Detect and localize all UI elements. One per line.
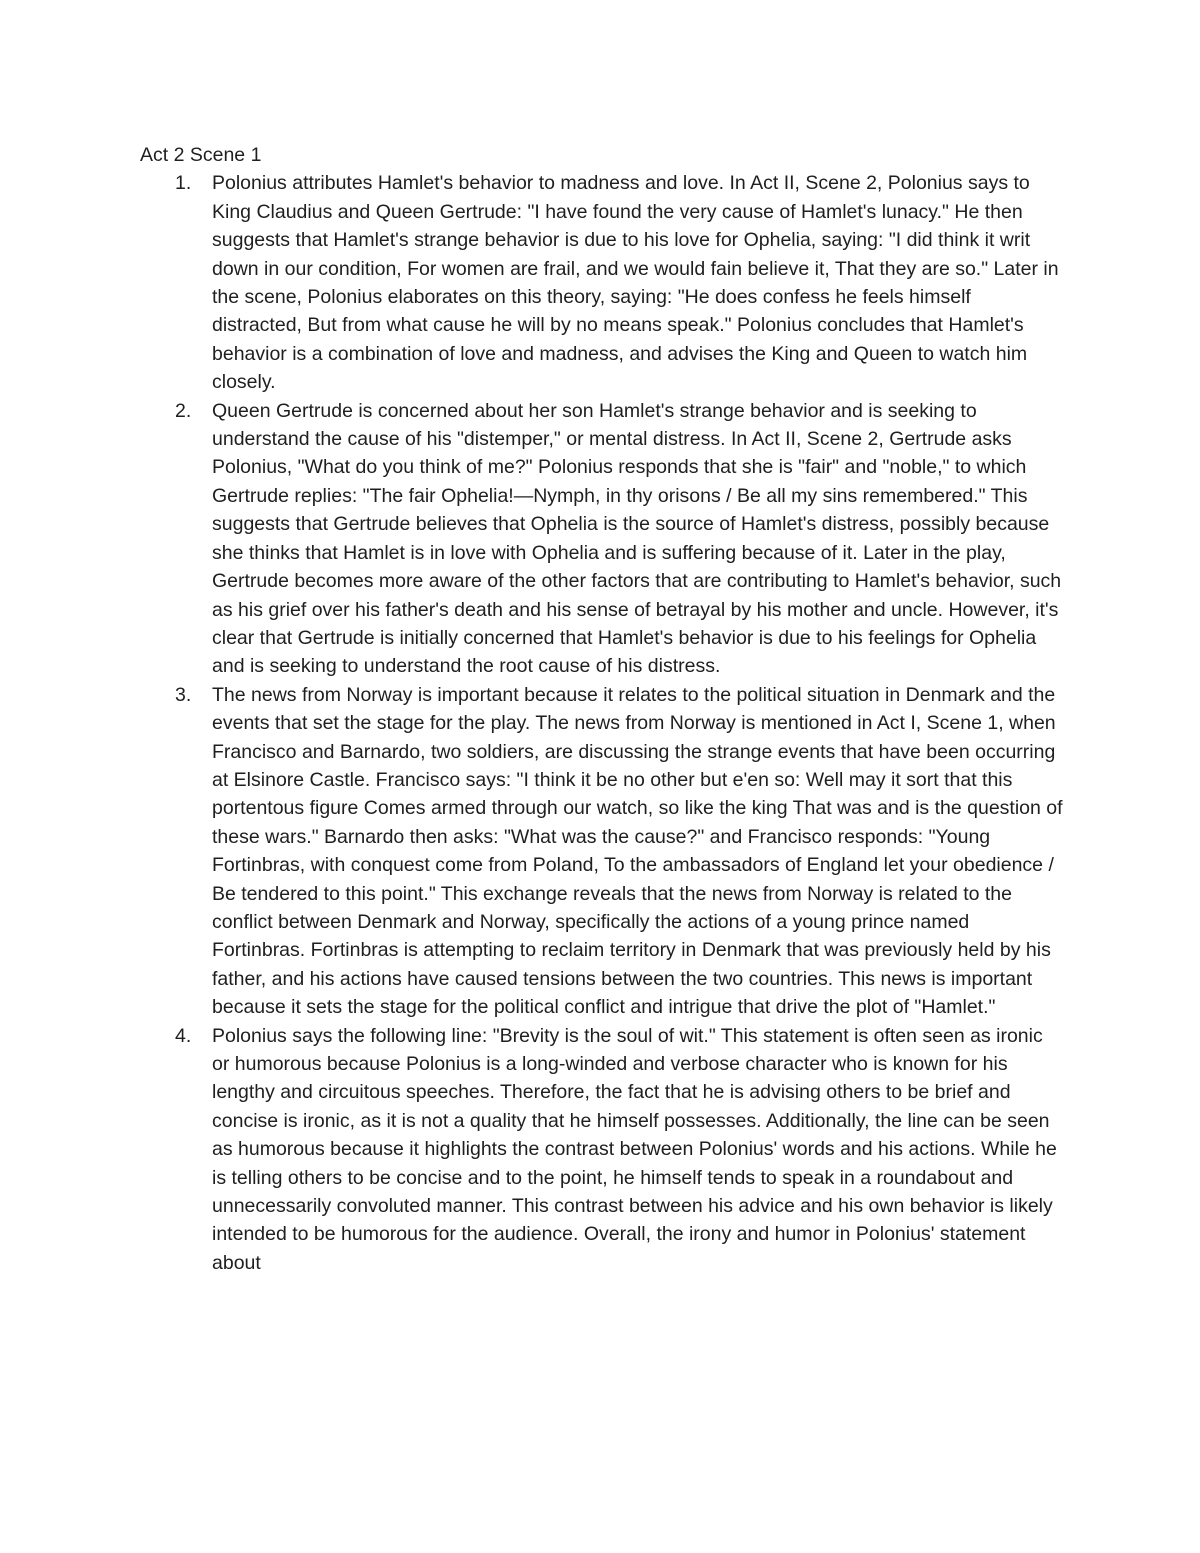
answer-list [140,169,1065,1277]
list-item-number: 4. [175,1024,192,1047]
list-item-text: The news from Norway is important because it relates to the political situation in Denmark and the events that set the stage for the play. The news from Norway is mentioned in Act I, Scene 1, when Francisco and Barnardo, two soldiers, are discussing the strange events that have been occurring at Elsinore Castle. Francisco says: "I think it be no other but e'en so: Well may it sort that this portentous figure Comes armed through our watch, so like the king That was and is the question of these wars." Barnardo then asks: "What was the cause?" and Francisco responds: "Young Fortinbras, with conquest come from Poland, To the ambassadors of England let your obedience / Be tendered to this point." This exchange reveals that the news from Norway is related to the conflict between Denmark and Norway, specifically the actions of a young prince named Fortinbras. Fortinbras is attempting to reclaim territory in Denmark that was previously held by his father, and his actions have caused tensions between the two countries. This news is important because it sets the stage for the political conflict and intrigue that drive the plot of "Hamlet." [212,683,1063,1019]
list-item-text: Queen Gertrude is concerned about her son Hamlet's strange behavior and is seeking to understand the cause of his "distemper," or mental distress. In Act II, Scene 2, Gertrude asks Polonius, "What do you think of me?" Polonius responds that she is "fair" and "noble," to which Gertrude replies: "The fair Ophelia!—Nymph, in thy orisons / Be all my sins remembered." This suggests that Gertrude believes that Ophelia is the source of Hamlet's distress, possibly because she thinks that Hamlet is in love with Ophelia and is suffering because of it. Later in the play, Gertrude becomes more aware of the other factors that are contributing to Hamlet's behavior, such as his grief over his father's death and his sense of betrayal by his mother and uncle. However, it's clear that Gertrude is initially concerned that Hamlet's behavior is due to his feelings for Ophelia and is seeking to understand the root cause of his distress. [212,399,1062,678]
list-item [140,169,1065,396]
list-item-number: 1. [175,172,192,195]
list-item [140,681,1065,1022]
list-item [140,1022,1065,1278]
document-body [140,141,1065,1277]
list-item-number: 2. [175,399,192,422]
list-item-number: 3. [175,683,192,706]
list-item-text: Polonius attributes Hamlet's behavior to madness and love. In Act II, Scene 2, Polonius says to King Claudius and Queen Gertrude: "I have found the very cause of Hamlet's lunacy." He then suggests that Hamlet's strange behavior is due to his love for Ophelia, saying: "I did think it writ down in our condition, For women are frail, and we would fain believe it, That they are so." Later in the scene, Polonius elaborates on this theory, saying: "He does confess he feels himself distracted, But from what cause he will by no means speak." Polonius concludes that Hamlet's behavior is a combination of love and madness, and advises the King and Queen to watch him closely. [212,172,1059,394]
section-heading: Act 2 Scene 1 [140,144,262,166]
list-item-text: Polonius says the following line: "Brevity is the soul of wit." This statement is often seen as ironic or humorous because Polonius is a long-winded and verbose character who is known for his lengthy and circuitous speeches. Therefore, the fact that he is advising others to be brief and concise is ironic, as it is not a quality that he himself possesses. Additionally, the line can be seen as humorous because it highlights the contrast between Polonius' words and his actions. While he is telling others to be concise and to the point, he himself tends to speak in a roundabout and unnecessarily convoluted manner. This contrast between his advice and his own behavior is likely intended to be humorous for the audience. Overall, the irony and humor in Polonius' statement about [212,1024,1057,1274]
list-item [140,397,1065,681]
